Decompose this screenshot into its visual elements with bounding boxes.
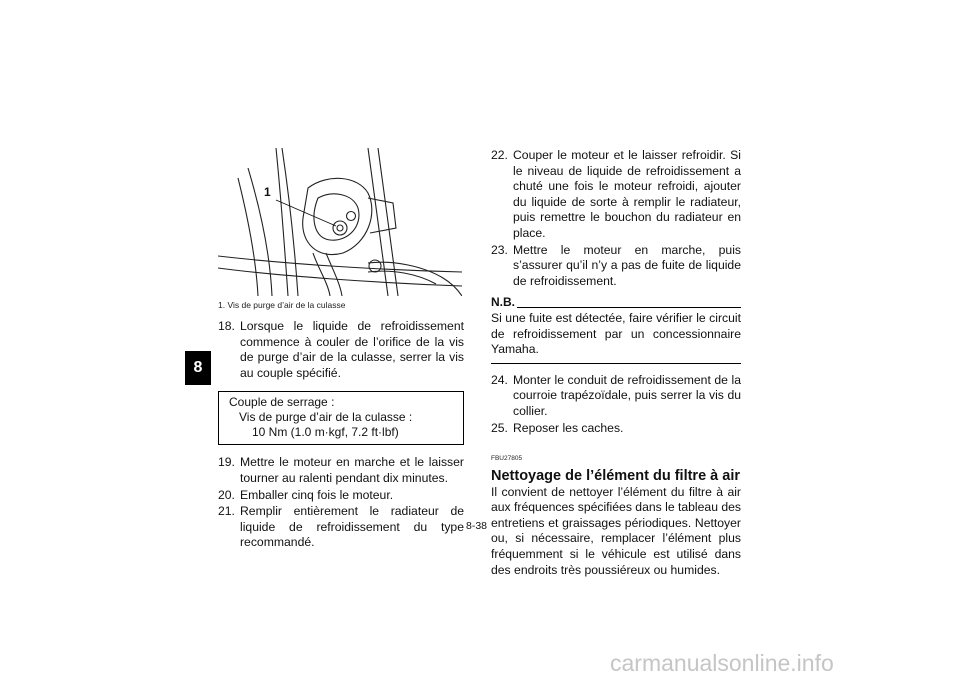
step-number: 23. (491, 242, 508, 257)
callout-leader-line (276, 200, 336, 226)
step-number: 25. (491, 420, 508, 435)
step-text: Emballer cinq fois le moteur. (240, 487, 394, 502)
step-24 (491, 373, 741, 420)
section-code: FBU27805 (491, 455, 523, 463)
engine-drawing (218, 148, 462, 296)
step-number: 22. (491, 148, 508, 162)
step-text: Lorsque le liquide de refroidissement commence à couler de l’orifice de la vis de purge d’air de la culasse, serrer la vis au couple spécifié. (240, 319, 464, 380)
note-label: N.B. (491, 295, 515, 310)
note-bottom-rule (491, 363, 741, 364)
step-19 (218, 455, 464, 486)
step-number: 21. (218, 504, 235, 519)
step-20 (218, 488, 464, 504)
engine-illustration (218, 148, 462, 296)
note-header-rule (517, 307, 741, 308)
step-25 (491, 421, 741, 437)
step-text: Reposer les caches. (513, 420, 624, 435)
spec-title: Couple de serrage : (229, 395, 335, 410)
note-text: Si une fuite est détectée, faire vérifier le circuit de refroidissement par un concessionnaire Yamaha. (491, 310, 741, 357)
step-number: 18. (218, 319, 235, 333)
step-text: Remplir entièrement le radiateur de liquide de refroidissement du type recommandé. (240, 504, 464, 550)
left-column (218, 319, 464, 551)
spec-value: 10 Nm (1.0 m·kgf, 7.2 ft·lbf) (252, 425, 399, 440)
step-text: Mettre le moteur en marche et le laisser tourner au ralenti pendant dix minutes. (240, 455, 464, 485)
note-header (491, 295, 741, 311)
step-text: Mettre le moteur en marche, puis s’assurer qu’il n’y a pas de fuite de liquide de refroidissement. (513, 242, 741, 288)
step-number: 19. (218, 455, 235, 470)
section-title: Nettoyage de l’élément du filtre à air (491, 467, 740, 484)
step-18 (218, 319, 464, 381)
step-23 (491, 243, 741, 290)
right-column (491, 148, 741, 578)
watermark: carmanualsonline.info (610, 650, 834, 676)
spec-item: Vis de purge d’air de la culasse : (239, 410, 413, 425)
step-22 (491, 148, 741, 242)
chapter-tab (185, 351, 211, 385)
callout-number: 1 (264, 185, 271, 199)
page-number: 8-38 (466, 520, 488, 532)
step-number: 20. (218, 487, 235, 502)
torque-spec-box (218, 391, 464, 445)
step-text: Monter le conduit de refroidissement de la courroie trapézoïdale, puis serrer la vis du collier. (513, 372, 741, 418)
step-number: 24. (491, 372, 508, 387)
section-body: Il convient de nettoyer l’élément du filtre à air aux fréquences spécifiées dans le tableau des entretiens et graissages périodiques. Nettoyer ou, si nécessaire, remplacer l’élément plus fréquemment si le véhicule est utilisé dans des endroits très poussiéreux ou humides. (491, 484, 742, 577)
chapter-number: 8 (193, 359, 203, 376)
step-21 (218, 504, 464, 551)
step-text: Couper le moteur et le laisser refroidir. Si le niveau de liquide de refroidissement a chuté une fois le moteur refroidi, ajouter du liquide de sorte à remplir le radiateur, puis remettre le bouchon du radiateur en place. (513, 148, 741, 240)
figure-caption: 1. Vis de purge d’air de la culasse (218, 300, 346, 310)
